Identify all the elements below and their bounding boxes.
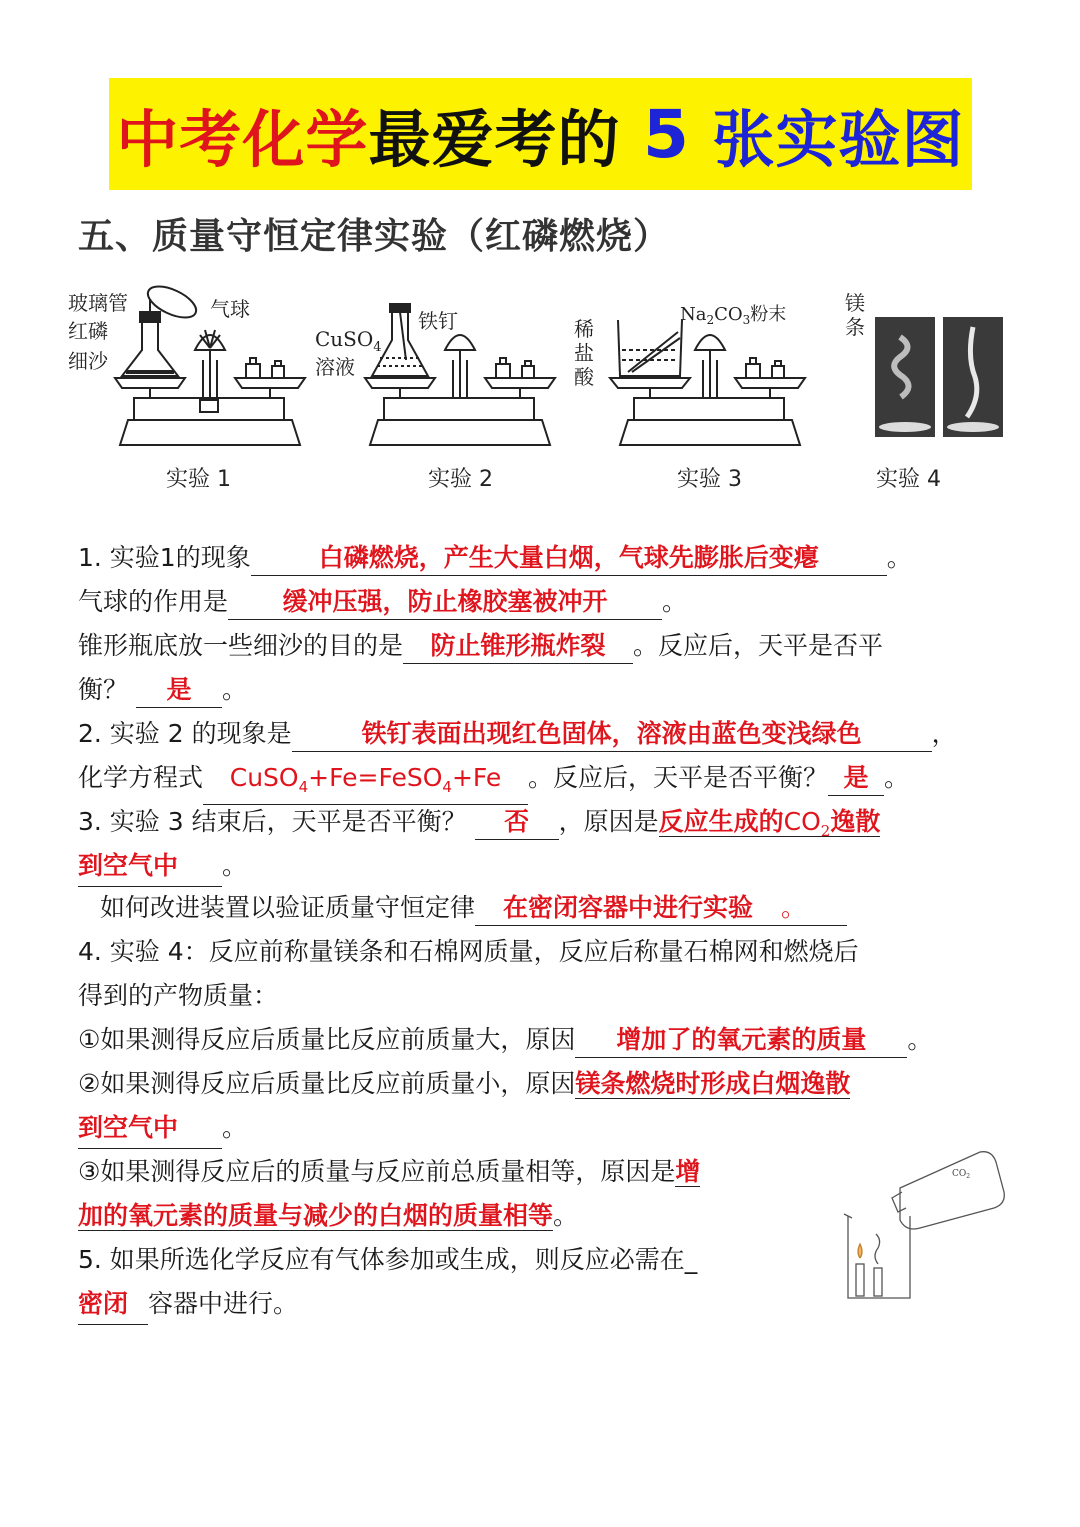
title-banner: [109, 78, 972, 190]
experiment-4-labels: [845, 291, 865, 339]
co2-label: $CO_2$: [952, 1169, 971, 1180]
q1-balloon-prefix: 气球的作用是: [78, 587, 229, 616]
q4-s1-line: [78, 1020, 932, 1060]
banner-red-text: 中考化学: [116, 102, 369, 176]
label-cuso4: CuSO$_4$: [315, 327, 382, 355]
q4-s1-prefix: ①如果测得反应后质量比反应前质量大，原因: [78, 1025, 576, 1054]
q4-s3-cont-line: [78, 1196, 578, 1236]
q3-reason-line: [78, 846, 247, 887]
q1-balance-answer: 是: [136, 673, 222, 708]
label-salt: 盐: [574, 341, 594, 365]
label-fine-sand: 细沙: [68, 349, 108, 373]
q1-prefix: 1. 实验1的现象: [78, 543, 251, 572]
q3-line: [78, 802, 880, 851]
banner-blue-text: 张实验图: [689, 102, 965, 176]
q4-s2-prefix: ②如果测得反应后质量比反应前质量小，原因: [78, 1069, 576, 1098]
q3-answer: 否: [475, 805, 559, 840]
caption-experiment-3: 实验 3: [677, 467, 742, 492]
q1-sand-line: [78, 626, 883, 666]
q5-answer: 密闭: [78, 1284, 148, 1325]
q3-improve-line: [100, 888, 847, 928]
q4-s2-suffix: 。: [222, 1113, 248, 1142]
label-strip: 条: [845, 315, 865, 339]
q3-improve-answer: 在密闭容器中进行实验 。: [475, 891, 847, 926]
label-balloon: 气球: [210, 297, 250, 321]
q2-equation-prefix: 化学方程式: [78, 763, 204, 792]
q4-s2-cont-line: [78, 1108, 247, 1149]
q4-line-1: 4. 实验 4：反应前称量镁条和石棉网质量，反应后称量石棉网和燃烧后: [78, 937, 859, 966]
q3-reason-2: 到空气中: [78, 846, 222, 887]
q2-line: [78, 714, 957, 754]
q4-s2-answer-1: 镁条燃烧时形成白烟逸散: [575, 1069, 851, 1098]
q4-s3-answer-2: 加的氧元素的质量与减少的白烟的质量相等: [78, 1201, 554, 1230]
q3-reason-suffix: 。: [222, 851, 248, 880]
q1-balloon-answer: 缓冲压强，防止橡胶塞被冲开: [228, 585, 662, 620]
q2-equation-suffix: 。反应后，天平是否平衡？: [528, 763, 829, 792]
section-title: 五、质量守恒定律实验（红磷燃烧）: [78, 215, 671, 257]
label-magnesium: 镁: [845, 291, 865, 315]
q5-answer-line: [78, 1284, 298, 1325]
label-acid: 酸: [574, 365, 594, 389]
q1-line: [78, 538, 912, 578]
label-iron-nail: 铁钉: [418, 309, 458, 333]
q2-answer: 铁钉表面出现红色固体，溶液由蓝色变浅绿色: [292, 717, 932, 752]
q5-suffix: 容器中进行。: [148, 1289, 299, 1318]
experiment-2-figure: [365, 304, 555, 445]
q4-s3-answer-1: 增: [675, 1157, 701, 1186]
q1-answer: 白磷燃烧，产生大量白烟，气球先膨胀后变瘪: [251, 541, 887, 576]
q2-balance-answer: 是: [828, 761, 884, 796]
q2-prefix: 2. 实验 2 的现象是: [78, 719, 292, 748]
label-solution: 溶液: [315, 355, 355, 379]
q3-mid: ，原因是: [558, 807, 659, 836]
q4-s2-line: [78, 1064, 850, 1104]
q1-balance-prefix: 衡？: [78, 675, 129, 704]
q4-s3-line: [78, 1152, 700, 1192]
co2-beaker-illustration: [840, 1148, 1010, 1308]
caption-experiment-2: 实验 2: [428, 467, 493, 492]
q2-suffix: ，: [931, 719, 957, 748]
q1-sand-prefix: 锥形瓶底放一些细沙的目的是: [78, 631, 404, 660]
label-red-phosphorus: 红磷: [68, 319, 108, 343]
q1-balloon-suffix: 。: [662, 587, 688, 616]
q3-prefix: 3. 实验 3 结束后，天平是否平衡？: [78, 807, 467, 836]
q4-s3-prefix: ③如果测得反应后的质量与反应前总质量相等，原因是: [78, 1157, 676, 1186]
q4-s2-answer-2: 到空气中: [78, 1108, 222, 1149]
experiment-3-figure: [610, 320, 805, 445]
q1-balance-line: [78, 670, 247, 710]
experiment-4-figure: [875, 317, 1003, 437]
caption-experiment-4: 实验 4: [876, 467, 941, 492]
q4-s1-suffix: 。: [907, 1025, 933, 1054]
label-glass-tube: 玻璃管: [68, 291, 128, 315]
q3-reason-1: 反应生成的$CO_2$逸散: [658, 807, 881, 840]
q2-equation-line: [78, 758, 909, 805]
q1-balloon-line: [78, 582, 687, 622]
experiment-figures: [60, 280, 1020, 460]
q4-line-2: 得到的产物质量：: [78, 981, 279, 1010]
q4-s1-answer: 增加了的氧元素的质量: [575, 1023, 907, 1058]
q1-sand-answer: 防止锥形瓶炸裂: [403, 629, 633, 664]
caption-experiment-1: 实验 1: [166, 467, 231, 492]
q1-sand-suffix: 。反应后，天平是否平: [633, 631, 884, 660]
q3-improve-prefix: 如何改进装置以验证质量守恒定律: [100, 893, 476, 922]
q1-balance-suffix: 。: [221, 675, 247, 704]
q2-balance-suffix: 。: [884, 763, 910, 792]
banner-black-text: 最爱考的: [368, 102, 644, 176]
q2-equation: CuSO$_4$+Fe=FeSO$_4$+Fe: [203, 761, 528, 805]
label-na2co3-powder: $Na_2CO_3$粉末: [680, 304, 787, 327]
label-dilute: 稀: [574, 317, 594, 341]
q4-s3-suffix: 。: [553, 1201, 579, 1230]
q1-suffix: 。: [886, 543, 912, 572]
q5-line: 5. 如果所选化学反应有气体参加或生成，则反应必需在_: [78, 1245, 698, 1274]
banner-number: 5: [643, 95, 690, 173]
